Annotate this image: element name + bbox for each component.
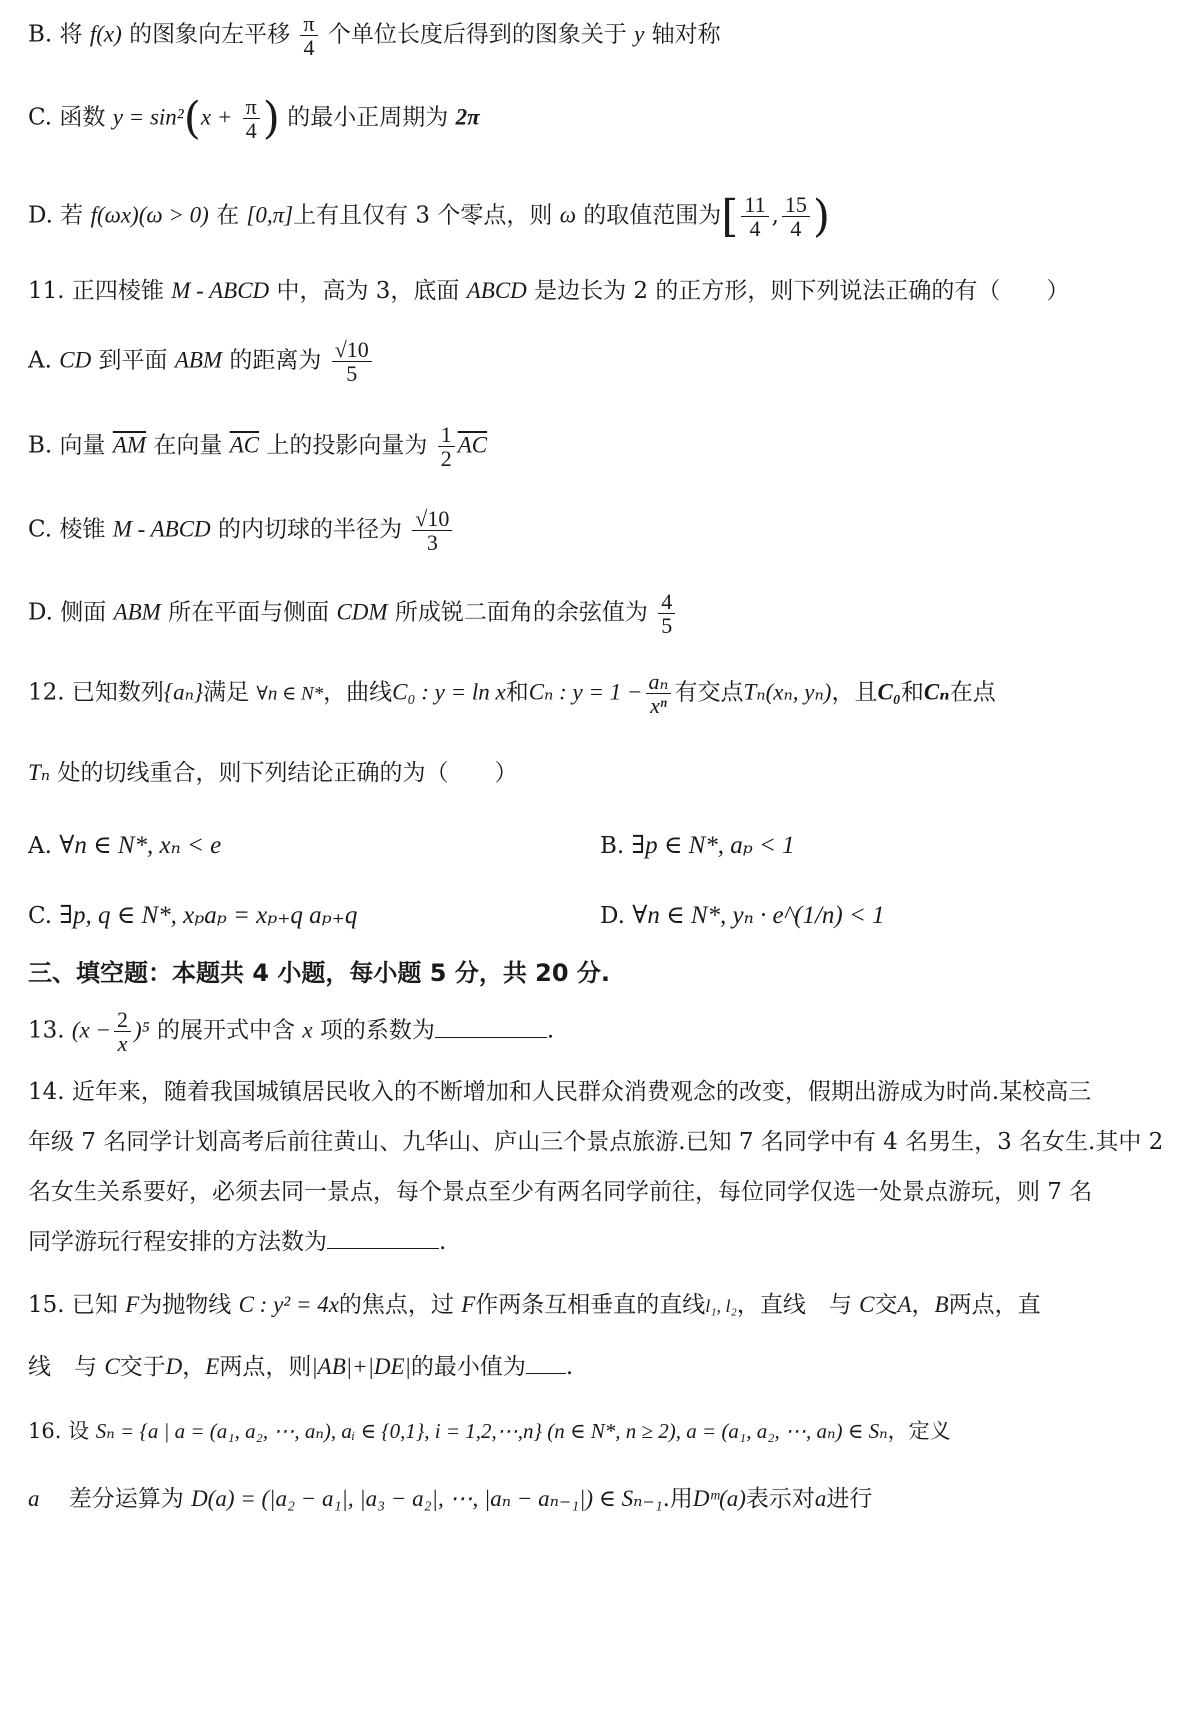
q10-option-c	[28, 90, 1160, 147]
denominator: 5	[346, 361, 358, 387]
math-expr: {aₙ}	[163, 679, 204, 705]
text: 项的系数为	[319, 1017, 435, 1044]
math-expr: ∀n ∈ N*	[256, 683, 324, 705]
fraction	[782, 193, 810, 240]
text: 为抛物线	[139, 1292, 232, 1318]
math-expr: x +	[200, 104, 233, 130]
text: 的展开式中含	[157, 1017, 295, 1044]
math-expr: Tₙ(xₙ, yₙ)	[743, 679, 832, 705]
numerator: 15	[782, 193, 810, 217]
math-expr: Cₙ : y = 1 −	[528, 679, 643, 705]
text: 在向量	[153, 432, 223, 459]
fraction	[646, 670, 672, 717]
q11-option-d	[28, 590, 1160, 637]
math-expr: y = sin²	[112, 104, 184, 130]
q15-line1	[28, 1290, 1160, 1321]
text: 同学游玩行程安排的方法数为	[28, 1229, 327, 1255]
text: 在点	[949, 679, 996, 706]
text: 满足	[203, 679, 250, 706]
numerator: √10	[332, 338, 372, 362]
text: 是边长为 2 的正方形，则下列说法正确的有（ ）	[534, 278, 1070, 304]
text: 的图象向左平移	[129, 21, 291, 48]
text: 的最小正周期为	[287, 104, 449, 131]
numerator: π	[300, 12, 317, 36]
math-expr: a	[28, 1486, 40, 1511]
section-heading: 三、填空题：本题共 4 小题，每小题 5 分，共 20 分.	[28, 959, 611, 987]
math-expr: F	[461, 1292, 476, 1317]
fraction	[658, 590, 675, 637]
fraction	[300, 12, 317, 59]
fraction	[332, 338, 372, 385]
text: .	[565, 1354, 574, 1380]
text: ，曲线	[323, 679, 393, 706]
numerator: √10	[412, 507, 452, 531]
math-expr: Dᵐ(a)	[692, 1486, 746, 1511]
math-expr: ABCD	[466, 278, 527, 303]
text: 的距离为	[229, 347, 322, 374]
fraction	[243, 95, 260, 142]
text: ，	[182, 1354, 206, 1380]
denominator: 4	[245, 118, 257, 144]
fraction	[438, 423, 455, 470]
text: 的取值范围为	[583, 202, 722, 229]
option-label: D.	[28, 599, 53, 626]
math-expr: A	[897, 1292, 912, 1317]
text: 轴对称	[651, 21, 721, 48]
math-expr: a	[814, 1486, 827, 1511]
text: .	[439, 1229, 447, 1255]
option-label: B.	[28, 21, 53, 48]
math-expr: F	[125, 1292, 140, 1317]
math-expr: 2π	[455, 104, 480, 130]
text: 和	[900, 679, 924, 706]
q14-line2: 年级 7 名同学计划高考后前往黄山、九华山、庐山三个景点旅游.已知 7 名同学中有 4 名男生，3 名女生.其中 2	[28, 1129, 1164, 1155]
math-expr: CDM	[336, 599, 388, 625]
math-expr: ∀n ∈ N*, yₙ · e^(1/n) < 1	[632, 902, 885, 929]
math-expr: Tₙ	[28, 760, 51, 785]
math-expr: C	[104, 1354, 120, 1379]
option-label: B.	[28, 432, 53, 459]
denominator: 3	[426, 530, 438, 556]
option-label: C.	[28, 104, 53, 131]
numerator: 4	[658, 590, 675, 614]
text: 进行	[826, 1486, 873, 1512]
text: 棱锥	[59, 516, 106, 543]
numerator: 1	[438, 423, 455, 447]
q14-line1: 14. 近年来，随着我国城镇居民收入的不断增加和人民群众消费观念的改变，假期出游成为时尚.某校高三	[28, 1079, 1092, 1105]
math-expr: f(ωx)(ω > 0)	[90, 202, 209, 228]
math-expr: D	[165, 1354, 183, 1379]
math-expr: ω	[559, 202, 576, 228]
text: 13.	[28, 1017, 65, 1044]
math-expr: D(a) = (|a₂ − a₁|, |a₃ − a₂|, ⋯, |aₙ − aₙ₋₁|) ∈ Sₙ₋₁	[191, 1486, 663, 1511]
vector: $\overline{AC}$	[457, 432, 488, 458]
q11-option-b	[28, 423, 1160, 470]
option-label: C.	[28, 903, 53, 929]
text: ，直线 与	[736, 1292, 852, 1318]
denominator: xⁿ	[650, 693, 667, 719]
q14-line4	[28, 1228, 1160, 1258]
text: 在	[216, 202, 240, 229]
text: 两点，则	[219, 1354, 312, 1380]
numerator: 2	[114, 1008, 131, 1032]
vector: $\overline{AC}$	[229, 432, 260, 458]
numerator: 11	[741, 193, 768, 217]
answer-blank[interactable]	[526, 1372, 566, 1374]
math-expr: |AB|+|DE|	[311, 1354, 411, 1379]
text: 的最小值为	[410, 1354, 526, 1380]
q12-stem	[28, 670, 1160, 717]
option-label: D.	[600, 903, 625, 929]
option-label: A.	[28, 833, 52, 859]
text: 上有且仅有 3 个零点，则	[293, 202, 553, 229]
text: 表示对	[745, 1486, 815, 1512]
math-expr: ABM	[174, 347, 223, 373]
denominator: 2	[440, 446, 452, 472]
math-expr: l₁, l₂	[705, 1296, 737, 1316]
text: 侧面	[60, 599, 107, 626]
text: 线 与	[28, 1354, 97, 1380]
q11-option-c	[28, 507, 1160, 554]
math-expr: )⁵	[134, 1017, 150, 1043]
text: 个单位长度后得到的图象关于	[327, 21, 627, 48]
denominator: 4	[790, 216, 802, 242]
fraction	[412, 507, 452, 554]
denominator: 4	[303, 35, 315, 61]
paren-right: )	[812, 191, 831, 242]
text: 两点，直	[948, 1292, 1041, 1318]
math-expr: y	[634, 21, 645, 47]
q12-option-b	[600, 830, 795, 863]
text: 将	[59, 21, 83, 48]
text: 函数	[59, 104, 106, 131]
fraction	[741, 193, 768, 240]
math-expr: Cₙ	[923, 679, 950, 705]
q16-line1	[28, 1418, 1160, 1445]
math-expr: f(x)	[89, 21, 122, 47]
text: 和	[505, 679, 529, 706]
math-expr: C₀ : y = ln x	[392, 679, 506, 705]
text: 所在平面与侧面	[168, 599, 330, 626]
text: 作两条互相垂直的直线	[475, 1292, 706, 1318]
math-expr: C	[859, 1292, 875, 1317]
text: 所成锐二面角的余弦值为	[394, 599, 648, 626]
text: 差分运算为	[68, 1486, 184, 1512]
text: .	[546, 1017, 555, 1044]
text: 交	[874, 1292, 898, 1318]
math-expr: M - ABCD	[112, 516, 211, 542]
q10-option-d: D. 若 f(ωx)(ω > 0) 在 [0,π]上有且仅有 3 个零点，则 ω 的取值范围为[ $\frac{11}{4}$ , $\frac{15}{4}$ )	[28, 191, 831, 242]
denominator: 4	[749, 216, 761, 242]
math-expr: ABM	[113, 599, 161, 625]
text: 中，高为 3，底面	[276, 278, 460, 304]
text: 交于	[119, 1354, 166, 1380]
math-expr: B	[934, 1292, 949, 1317]
option-label: A.	[28, 347, 52, 374]
text: ，定义	[887, 1419, 951, 1443]
q11-stem	[28, 276, 1160, 307]
math-expr: M - ABCD	[171, 278, 270, 303]
text: 有交点	[674, 679, 744, 706]
math-expr: C : y² = 4x	[238, 1292, 339, 1317]
q12-option-a	[28, 830, 221, 863]
paren-left: (	[183, 93, 201, 144]
math-expr: ∀n ∈ N*, xₙ < e	[59, 832, 222, 859]
text: 的焦点，过	[338, 1292, 454, 1318]
text: 12. 已知数列	[28, 679, 164, 706]
text: 处的切线重合，则下列结论正确的为（ ）	[57, 760, 518, 786]
q11-option-a	[28, 338, 1160, 385]
q13	[28, 1008, 1160, 1055]
paren-right: )	[262, 93, 280, 144]
denominator: x	[117, 1031, 128, 1057]
text: 上的投影向量为	[266, 432, 428, 459]
math-expr: ∃p, q ∈ N*, xₚaₚ = xₚ₊q aₚ₊q	[59, 902, 358, 929]
math-expr: CD	[59, 347, 92, 373]
numerator: π	[243, 95, 260, 119]
text: ，	[911, 1292, 935, 1318]
math-expr: ∃p ∈ N*, aₚ < 1	[631, 832, 795, 859]
option-label: D.	[28, 202, 53, 229]
denominator: 5	[661, 613, 673, 639]
math-expr: C₀	[877, 679, 901, 705]
text: .用	[662, 1486, 693, 1512]
math-expr: x	[302, 1017, 313, 1043]
q12-option-c	[28, 900, 357, 933]
bracket-left: [	[721, 191, 739, 242]
text: ，且	[831, 679, 878, 706]
text: 到平面	[98, 347, 168, 374]
math-expr: (x −	[71, 1017, 112, 1043]
answer-blank[interactable]	[435, 1036, 547, 1038]
q12-option-d	[600, 900, 885, 933]
math-expr: Sₙ = {a | a = (a₁, a₂, ⋯, aₙ), aᵢ ∈ {0,1}, i = 1,2,⋯,n} (n ∈ N*, n ≥ 2), a = (a₁, a₂, ⋯, aₙ) ∈ Sₙ	[95, 1419, 888, 1443]
math-expr: E	[205, 1354, 220, 1379]
fraction	[114, 1008, 131, 1055]
q16-line2	[28, 1484, 1160, 1515]
text: 16. 设	[28, 1419, 90, 1443]
q14-line3: 名女生关系要好，必须去同一景点，每个景点至少有两名同学前往，每位同学仅选一处景点游玩，则 7 名	[28, 1179, 1093, 1205]
text: 的内切球的半径为	[217, 516, 402, 543]
text: 若	[60, 202, 84, 229]
q10-option-b	[28, 12, 1160, 59]
q12-stem-line2	[28, 758, 1160, 789]
text: 向量	[59, 432, 106, 459]
text: 15. 已知	[28, 1292, 118, 1318]
option-label: C.	[28, 516, 53, 543]
option-label: B.	[600, 833, 625, 859]
vector: $\overline{AM}$	[112, 432, 147, 458]
math-expr: [0,π]	[246, 202, 294, 228]
q15-line2	[28, 1352, 1160, 1383]
answer-blank[interactable]	[327, 1247, 439, 1249]
text: 11. 正四棱锥	[28, 278, 164, 304]
numerator: aₙ	[646, 670, 672, 694]
